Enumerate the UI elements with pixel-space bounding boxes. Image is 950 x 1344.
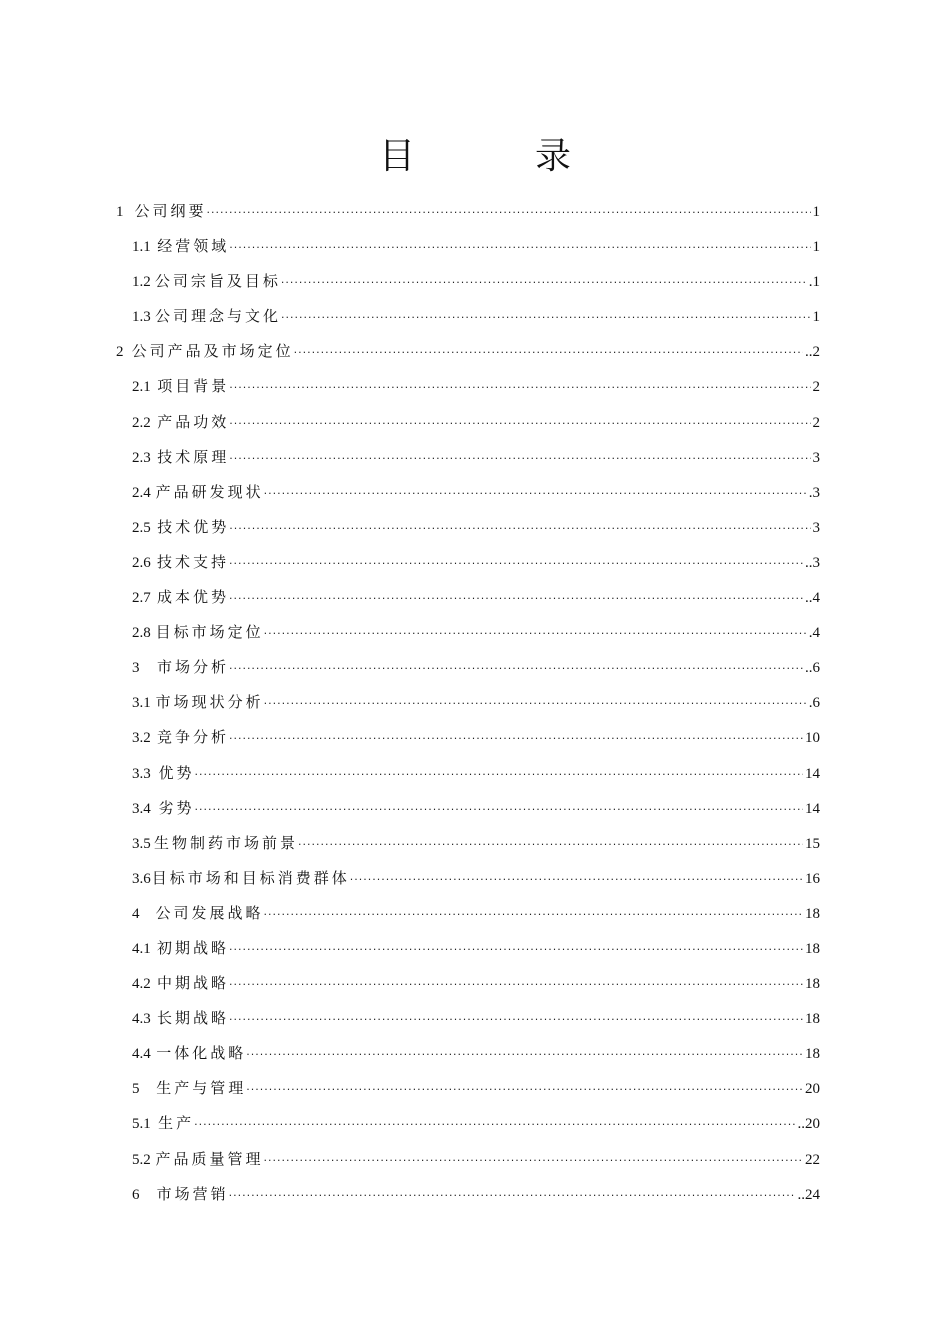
toc-dot-leader [207,195,811,230]
toc-entry-label: 生产 [158,1114,195,1133]
toc-entry-page-number: 15 [805,835,820,852]
toc-dot-leader [229,721,803,756]
toc-entry-page-number: 10 [805,730,820,747]
toc-entry-label: 公司纲要 [134,202,207,220]
toc-entry-page-number: ..24 [797,1186,820,1203]
toc-entry-number: 2 [116,344,124,361]
toc-entry[interactable] [0,580,950,615]
toc-dot-leader [281,300,810,335]
toc-entry-label: 公司发展战略 [155,903,264,922]
toc-entry-label: 公司产品及市场定位 [131,342,294,361]
toc-dot-leader [264,616,807,651]
toc-entry-page-number: 18 [805,1011,820,1028]
table-of-contents [0,194,950,1212]
toc-entry-page-number: 1 [812,239,820,256]
toc-entry-number: 1.3 [132,309,151,326]
toc-dot-leader [298,827,803,862]
toc-entry-label: 产品质量管理 [155,1149,264,1168]
toc-entry-label: 技术支持 [156,552,229,571]
toc-entry-page-number: ..6 [805,660,820,677]
toc-entry-number: 2.4 [132,484,151,501]
toc-entry[interactable] [0,194,950,229]
toc-entry-number: 2.8 [132,625,151,642]
toc-entry-number: 2.1 [132,379,151,396]
toc-entry-number: 5.2 [132,1151,151,1168]
toc-entry-label: 产品研发现状 [155,482,264,501]
toc-entry-label: 技术优势 [157,517,230,536]
toc-entry-page-number: .1 [808,274,820,291]
page-title [0,128,950,179]
toc-entry[interactable] [0,1001,950,1036]
toc-dot-leader [229,546,803,581]
toc-entry-page-number: 18 [805,940,820,957]
toc-entry-number: 3.6 [132,870,151,887]
toc-entry[interactable] [0,756,950,791]
toc-entry-label: 生产与管理 [156,1079,247,1098]
toc-entry-label: 长期战略 [156,1009,229,1028]
toc-dot-leader [263,1143,803,1178]
toc-entry-number: 5 [132,1081,140,1098]
toc-entry[interactable] [0,475,950,510]
toc-entry-label: 市场营销 [156,1184,229,1203]
toc-entry-label: 目标市场和目标消费群体 [151,868,350,887]
toc-entry[interactable] [0,615,950,650]
toc-entry-label: 经营领域 [157,237,230,256]
toc-entry-number: 1.2 [132,274,151,291]
toc-entry-page-number: 1 [812,204,820,220]
toc-entry[interactable] [0,545,950,580]
toc-entry-label: 生物制药市场前景 [153,833,298,852]
toc-dot-leader [246,1072,803,1107]
toc-entry-label: 成本优势 [156,588,229,607]
toc-entry-number: 4.1 [132,940,151,957]
toc-entry-number: 2.7 [132,590,151,607]
toc-dot-leader [229,932,803,967]
toc-dot-leader [263,897,803,932]
toc-entry[interactable] [0,1142,950,1177]
toc-entry-number: 2.6 [132,554,151,571]
toc-entry-label: 产品功效 [157,412,230,431]
toc-entry-page-number: ..4 [805,590,820,607]
toc-entry[interactable] [0,861,950,896]
toc-entry-label: 公司宗旨及目标 [154,272,281,291]
toc-entry-label: 优势 [158,763,195,782]
toc-dot-leader [246,1037,803,1072]
toc-entry-page-number: 16 [805,870,820,887]
toc-entry-number: 4 [132,905,140,922]
toc-entry-label: 技术原理 [157,447,230,466]
toc-entry[interactable] [0,440,950,475]
toc-entry-page-number: 1 [812,309,820,326]
toc-entry-page-number: ..3 [805,554,820,571]
toc-entry-page-number: 14 [805,800,820,817]
toc-entry[interactable] [0,229,950,264]
toc-entry[interactable] [0,791,950,826]
toc-entry-number: 1.1 [132,239,151,256]
toc-entry[interactable] [0,1106,950,1141]
toc-entry-page-number: 2 [812,379,820,396]
toc-dot-leader [229,1178,796,1213]
toc-entry-number: 2.3 [132,449,151,466]
toc-entry-label: 市场现状分析 [155,693,264,712]
toc-entry-label: 公司理念与文化 [155,307,282,326]
toc-entry-label: 目标市场定位 [155,623,264,642]
toc-entry[interactable] [0,1071,950,1106]
toc-entry[interactable] [0,369,950,404]
toc-dot-leader [194,1107,795,1142]
toc-dot-leader [229,651,803,686]
toc-dot-leader [194,757,803,792]
toc-entry-page-number: .3 [808,484,820,501]
toc-entry-page-number: 22 [805,1151,820,1168]
toc-dot-leader [229,581,803,616]
toc-entry[interactable] [0,510,950,545]
toc-entry[interactable] [0,896,950,931]
toc-dot-leader [229,406,810,441]
toc-entry-label: 劣势 [158,798,195,817]
toc-dot-leader [264,686,807,721]
toc-entry[interactable] [0,826,950,861]
toc-entry-number: 3.2 [132,730,151,747]
toc-entry-label: 一体化战略 [156,1044,247,1063]
toc-dot-leader [229,230,810,265]
toc-entry-page-number: 3 [812,519,820,536]
toc-entry-label: 中期战略 [156,974,229,993]
toc-entry-number: 5.1 [132,1116,151,1133]
toc-dot-leader [229,1002,803,1037]
toc-entry-number: 2.5 [132,519,151,536]
toc-entry-number: 4.3 [132,1011,151,1028]
toc-entry[interactable] [0,685,950,720]
toc-entry[interactable] [0,720,950,755]
toc-dot-leader [264,476,807,511]
toc-dot-leader [350,862,803,897]
toc-entry-page-number: .6 [808,695,820,712]
toc-entry[interactable] [0,1036,950,1071]
toc-entry[interactable] [0,931,950,966]
toc-entry-number: 6 [132,1186,140,1203]
toc-entry[interactable] [0,264,950,299]
toc-entry-label: 市场分析 [156,658,229,677]
toc-entry-page-number: 18 [805,905,820,922]
toc-dot-leader [229,967,803,1002]
toc-entry[interactable] [0,334,950,369]
toc-dot-leader [229,370,810,405]
toc-entry-number: 2.2 [132,414,151,431]
toc-entry-page-number: ..2 [805,344,820,361]
toc-entry-number: 4.4 [132,1046,151,1063]
toc-entry-number: 3.4 [132,800,151,817]
toc-entry[interactable] [0,966,950,1001]
toc-entry-page-number: 18 [805,1046,820,1063]
toc-entry-page-number: 2 [812,414,820,431]
toc-entry-number: 4.2 [132,976,151,993]
title-char-1: 目 [378,136,415,177]
toc-dot-leader [294,335,803,370]
toc-entry[interactable] [0,650,950,685]
toc-dot-leader [281,265,807,300]
toc-dot-leader [229,441,810,476]
toc-entry-page-number: 3 [812,449,820,466]
toc-entry-page-number: 20 [805,1081,820,1098]
toc-entry-page-number: 14 [805,765,820,782]
toc-entry-page-number: .4 [808,625,820,642]
toc-entry-label: 初期战略 [156,938,229,957]
toc-entry-number: 3.3 [132,765,151,782]
toc-dot-leader [229,511,810,546]
toc-entry-label: 项目背景 [157,377,230,396]
toc-entry[interactable] [0,1177,950,1212]
title-char-2: 录 [535,136,572,177]
toc-entry-label: 竞争分析 [156,728,229,747]
toc-entry-number: 3.5 [132,835,151,852]
toc-entry[interactable] [0,299,950,334]
toc-entry-page-number: ..20 [797,1116,820,1133]
toc-entry-number: 3.1 [132,695,151,712]
toc-entry[interactable] [0,405,950,440]
toc-entry-number: 1 [116,204,124,220]
toc-entry-page-number: 18 [805,976,820,993]
toc-entry-number: 3 [132,660,140,677]
toc-dot-leader [194,792,803,827]
